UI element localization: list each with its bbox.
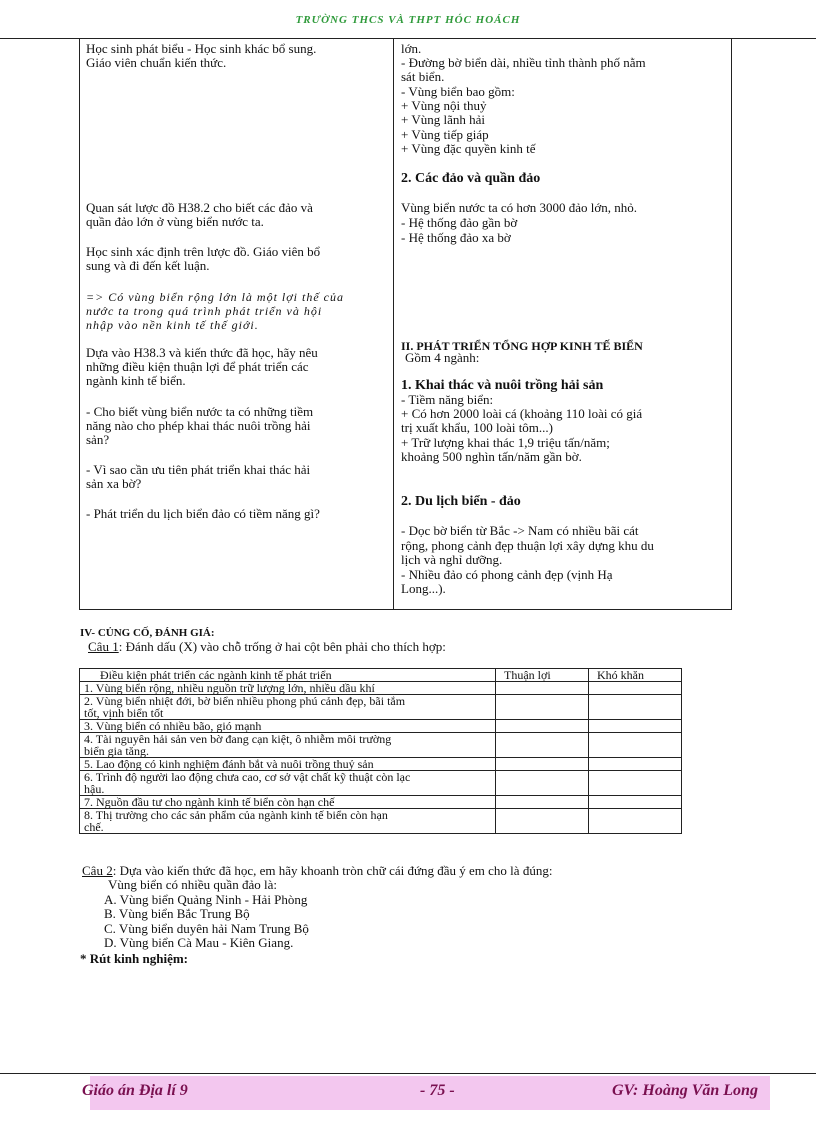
activity-text: những điều kiện thuận lợi để phát triển các bbox=[86, 359, 309, 374]
lesson-table-column-divider bbox=[393, 39, 394, 610]
content-text: + Vùng đặc quyền kinh tế bbox=[401, 141, 536, 156]
table-cell-favorable[interactable] bbox=[496, 758, 589, 771]
table-header-row bbox=[80, 669, 682, 682]
table-cell-favorable[interactable] bbox=[496, 682, 589, 695]
conclusion-text: nước ta trong quá trình phát triển và hội bbox=[86, 304, 323, 318]
conclusion-text: => Có vùng biển rộng lớn là một lợi thế của bbox=[86, 290, 344, 304]
table-row bbox=[80, 720, 682, 733]
answer-option-a[interactable]: A. Vùng biển Quảng Ninh - Hải Phòng bbox=[104, 892, 308, 907]
content-text: - Tiềm năng biển: bbox=[401, 392, 494, 407]
table-header-difficult: Khó khăn bbox=[589, 669, 682, 682]
content-text: + Vùng nội thuỷ bbox=[401, 98, 487, 113]
table-cell-condition: 4. Tài nguyên hải sản ven bờ đang cạn kiệt, ô nhiễm môi trường biển gia tăng. bbox=[80, 733, 496, 758]
table-cell-difficult[interactable] bbox=[589, 796, 682, 809]
section-heading-islands: 2. Các đảo và quần đảo bbox=[401, 171, 541, 186]
table-header-conditions: Điều kiện phát triển các ngành kinh tế phát triển bbox=[80, 669, 496, 682]
content-text: - Hệ thống đảo gần bờ bbox=[401, 215, 518, 230]
activity-text: sản? bbox=[86, 432, 110, 447]
question-1-label: Câu 1 bbox=[88, 639, 119, 654]
content-text: lớn. bbox=[401, 41, 422, 56]
footer-page-number: - 75 - bbox=[420, 1082, 455, 1099]
activity-text: năng nào cho phép khai thác nuôi trồng hải bbox=[86, 418, 311, 433]
table-cell-condition: 6. Trình độ người lao động chưa cao, cơ sở vật chất kỹ thuật còn lạc hậu. bbox=[80, 771, 496, 796]
table-row bbox=[80, 758, 682, 771]
activity-text: sản xa bờ? bbox=[86, 476, 142, 491]
activity-text: Quan sát lược đồ H38.2 cho biết các đảo và bbox=[86, 200, 313, 215]
content-text: - Đường bờ biển dài, nhiều tỉnh thành phố nằm bbox=[401, 55, 646, 70]
table-cell-condition: 5. Lao động có kinh nghiệm đánh bắt và nuôi trồng thuỷ sản bbox=[80, 758, 496, 771]
content-text: + Trữ lượng khai thác 1,9 triệu tấn/năm; bbox=[401, 435, 610, 450]
content-text: Long...). bbox=[401, 581, 446, 596]
footer-divider bbox=[0, 1073, 816, 1074]
table-cell-difficult[interactable] bbox=[589, 720, 682, 733]
question-2 bbox=[82, 864, 552, 878]
table-cell-favorable[interactable] bbox=[496, 720, 589, 733]
activity-text: sung và đi đến kết luận. bbox=[86, 258, 210, 273]
table-cell-difficult[interactable] bbox=[589, 733, 682, 758]
page-header-title: TRƯỜNG THCS VÀ THPT HÓC HOÁCH bbox=[295, 14, 521, 26]
table-row bbox=[80, 796, 682, 809]
table-row bbox=[80, 682, 682, 695]
content-text: - Hệ thống đảo xa bờ bbox=[401, 230, 511, 245]
content-text: - Dọc bờ biển từ Bắc -> Nam có nhiều bãi cát bbox=[401, 523, 639, 538]
section-heading-tourism: 2. Du lịch biển - đảo bbox=[401, 494, 521, 509]
table-cell-favorable[interactable] bbox=[496, 695, 589, 720]
table-cell-difficult[interactable] bbox=[589, 695, 682, 720]
table-cell-condition: 2. Vùng biển nhiệt đới, bờ biển nhiều phong phú cảnh đẹp, bãi tắm tốt, vịnh biển tốt bbox=[80, 695, 496, 720]
table-cell-favorable[interactable] bbox=[496, 809, 589, 834]
table-cell-favorable[interactable] bbox=[496, 733, 589, 758]
activity-text: - Vì sao cần ưu tiên phát triển khai thác hải bbox=[86, 462, 311, 477]
question-1-text: : Đánh dấu (X) vào chỗ trống ở hai cột bên phải cho thích hợp: bbox=[118, 639, 446, 654]
footer-teacher-name: GV: Hoàng Văn Long bbox=[612, 1082, 758, 1099]
content-text: trị xuất khẩu, 100 loài tôm...) bbox=[401, 420, 554, 435]
content-text: - Vùng biển bao gồm: bbox=[401, 84, 515, 99]
content-text: Gồm 4 ngành: bbox=[405, 350, 480, 365]
content-text: rộng, phong cảnh đẹp thuận lợi xây dựng khu du bbox=[401, 538, 654, 553]
table-cell-condition: 7. Nguồn đầu tư cho ngành kinh tế biển còn hạn chế bbox=[80, 796, 496, 809]
table-row bbox=[80, 695, 682, 720]
table-cell-favorable[interactable] bbox=[496, 796, 589, 809]
question-2-text: : Dựa vào kiến thức đã học, em hãy khoanh tròn chữ cái đứng đầu ý em cho là đúng: bbox=[112, 863, 553, 878]
answer-option-b[interactable]: B. Vùng biển Bắc Trung Bộ bbox=[104, 906, 250, 921]
table-header-favorable: Thuận lợi bbox=[496, 669, 589, 682]
activity-text: - Phát triển du lịch biển đảo có tiềm năng gì? bbox=[86, 506, 320, 521]
question-1 bbox=[88, 640, 446, 654]
table-cell-difficult[interactable] bbox=[589, 771, 682, 796]
content-text: + Có hơn 2000 loài cá (khoảng 110 loài có giá bbox=[401, 406, 643, 421]
section-heading-fishing: 1. Khai thác và nuôi trồng hải sản bbox=[401, 378, 604, 393]
answer-option-c[interactable]: C. Vùng biển duyên hải Nam Trung Bộ bbox=[104, 921, 309, 936]
consolidation-title: IV- CỦNG CỐ, ĐÁNH GIÁ: bbox=[80, 627, 215, 639]
table-cell-condition: 1. Vùng biển rộng, nhiều nguồn trữ lượng lớn, nhiều dầu khí bbox=[80, 682, 496, 695]
content-text: sát biển. bbox=[401, 69, 445, 84]
content-text: khoảng 500 nghìn tấn/năm gần bờ. bbox=[401, 449, 582, 464]
question-2-stem: Vùng biển có nhiều quần đảo là: bbox=[108, 877, 277, 892]
question-2-label: Câu 2 bbox=[82, 863, 113, 878]
table-row bbox=[80, 771, 682, 796]
activity-text: Dựa vào H38.3 và kiến thức đã học, hãy nêu bbox=[86, 345, 318, 360]
activity-text: Giáo viên chuẩn kiến thức. bbox=[86, 55, 227, 70]
section-heading-marine-economy: II. PHÁT TRIỂN TỔNG HỢP KINH TẾ BIỂN bbox=[401, 339, 643, 353]
content-text: - Nhiều đảo có phong cảnh đẹp (vịnh Hạ bbox=[401, 567, 613, 582]
content-text: Vùng biển nước ta có hơn 3000 đảo lớn, nhỏ. bbox=[401, 200, 637, 215]
activity-text: ngành kinh tế biển. bbox=[86, 373, 186, 388]
content-text: + Vùng lãnh hải bbox=[401, 112, 485, 127]
table-cell-difficult[interactable] bbox=[589, 682, 682, 695]
table-cell-difficult[interactable] bbox=[589, 809, 682, 834]
answer-option-d[interactable]: D. Vùng biển Cà Mau - Kiên Giang. bbox=[104, 935, 294, 950]
content-text: + Vùng tiếp giáp bbox=[401, 127, 489, 142]
activity-text: - Cho biết vùng biển nước ta có những tiềm bbox=[86, 404, 314, 419]
table-cell-difficult[interactable] bbox=[589, 758, 682, 771]
activity-text: Học sinh phát biểu - Học sinh khác bổ sung. bbox=[86, 41, 317, 56]
table-row bbox=[80, 733, 682, 758]
activity-text: Học sinh xác định trên lược đồ. Giáo viên bổ bbox=[86, 244, 321, 259]
conclusion-text: nhập vào nền kinh tế thế giới. bbox=[86, 318, 259, 332]
activity-text: quần đảo lớn ở vùng biển nước ta. bbox=[86, 214, 264, 229]
conditions-table bbox=[79, 668, 682, 834]
table-cell-favorable[interactable] bbox=[496, 771, 589, 796]
table-row bbox=[80, 809, 682, 834]
footer-course-title: Giáo án Địa lí 9 bbox=[82, 1082, 188, 1099]
content-text: lịch và nghỉ dưỡng. bbox=[401, 552, 503, 567]
table-cell-condition: 3. Vùng biển có nhiều bão, gió mạnh bbox=[80, 720, 496, 733]
table-cell-condition: 8. Thị trường cho các sản phẩm của ngành kinh tế biển còn hạn chế. bbox=[80, 809, 496, 834]
experience-heading: * Rút kinh nghiệm: bbox=[80, 951, 188, 966]
